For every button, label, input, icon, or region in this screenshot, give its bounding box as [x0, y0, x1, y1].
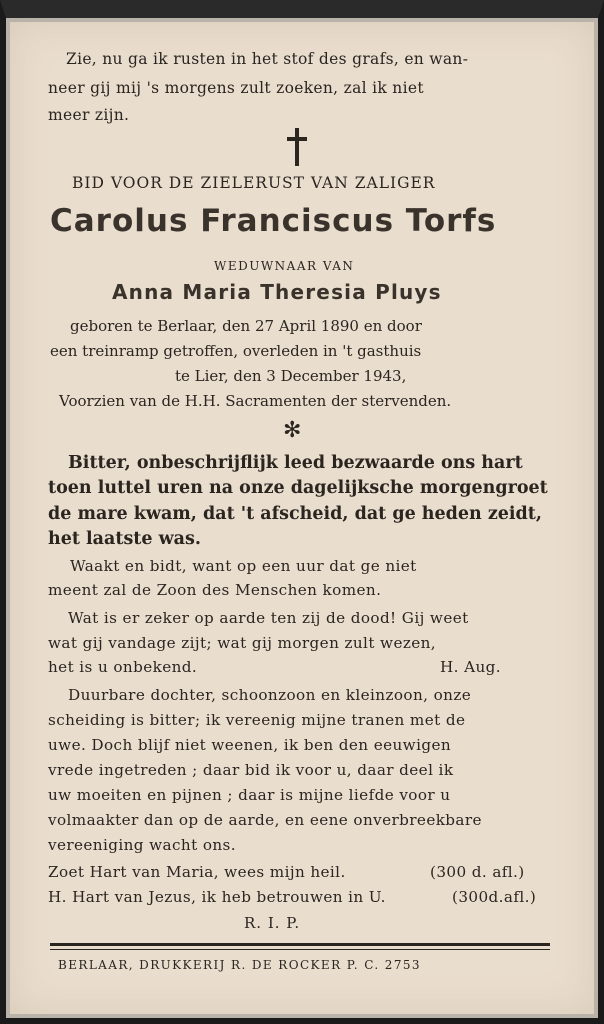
para4-line: vereeniging wacht ons. [48, 836, 236, 854]
bio-line: te Lier, den 3 December 1943, [175, 367, 407, 385]
para1-line: de mare kwam, dat 't afscheid, dat ge heden zeidt, [48, 504, 542, 524]
deceased-name: Carolus Franciscus Torfs [50, 203, 497, 239]
intro-line: neer gij mij 's morgens zult zoeken, zal ik niet [48, 79, 424, 97]
cross-icon [287, 128, 307, 166]
para4-line: Duurbare dochter, schoonzoon en kleinzoon, onze [68, 686, 472, 704]
star-icon: ✻ [283, 418, 302, 443]
bio-line: geboren te Berlaar, den 27 April 1890 en door [70, 317, 422, 335]
intro-line: Zie, nu ga ik rusten in het stof des grafs, en wan- [66, 50, 469, 68]
intro-line: meer zijn. [48, 106, 130, 124]
quote-source: H. Aug. [440, 658, 501, 676]
prayer-line: H. Hart van Jezus, ik heb betrouwen in U. [48, 888, 386, 906]
para2-line: Waakt en bidt, want op een uur dat ge niet [70, 557, 417, 575]
spouse-name: Anna Maria Theresia Pluys [112, 280, 442, 304]
para4-line: vrede ingetreden ; daar bid ik voor u, daar deel ik [48, 761, 454, 779]
footer-rule [50, 943, 550, 946]
printer-imprint: BERLAAR, DRUKKERIJ R. DE ROCKER P. C. 2753 [58, 958, 421, 972]
para1-line: het laatste was. [48, 529, 201, 549]
para4-line: uwe. Doch blijf niet weenen, ik ben den eeuwigen [48, 736, 452, 754]
para3-line: wat gij vandage zijt; wat gij morgen zult wezen, [48, 634, 437, 652]
para1-line: Bitter, onbeschrijflijk leed bezwaarde ons hart [68, 453, 523, 473]
footer-rule-thin [50, 949, 550, 950]
indulgence-note: (300d.afl.) [452, 888, 537, 906]
rip-text: R. I. P. [244, 914, 301, 932]
indulgence-note: (300 d. afl.) [430, 863, 525, 881]
bio-line: een treinramp getroffen, overleden in 't gasthuis [50, 342, 422, 360]
prayer-request-heading: BID VOOR DE ZIELERUST VAN ZALIGER [72, 174, 436, 192]
para3-line: Wat is er zeker op aarde ten zij de dood! Gij weet [68, 609, 469, 627]
para4-line: uw moeiten en pijnen ; daar is mijne liefde voor u [48, 786, 451, 804]
prayer-line: Zoet Hart van Maria, wees mijn heil. [48, 863, 346, 881]
widower-label: WEDUWNAAR VAN [214, 259, 355, 273]
para4-line: scheiding is bitter; ik vereenig mijne tranen met de [48, 711, 466, 729]
bio-line: Voorzien van de H.H. Sacramenten der stervenden. [59, 392, 452, 410]
para4-line: volmaakter dan op de aarde, en eene onverbreekbare [48, 811, 482, 829]
para3-line: het is u onbekend. [48, 658, 198, 676]
para1-line: toen luttel uren na onze dagelijksche morgengroet [48, 478, 548, 498]
para2-line: meent zal de Zoon des Menschen komen. [48, 581, 382, 599]
